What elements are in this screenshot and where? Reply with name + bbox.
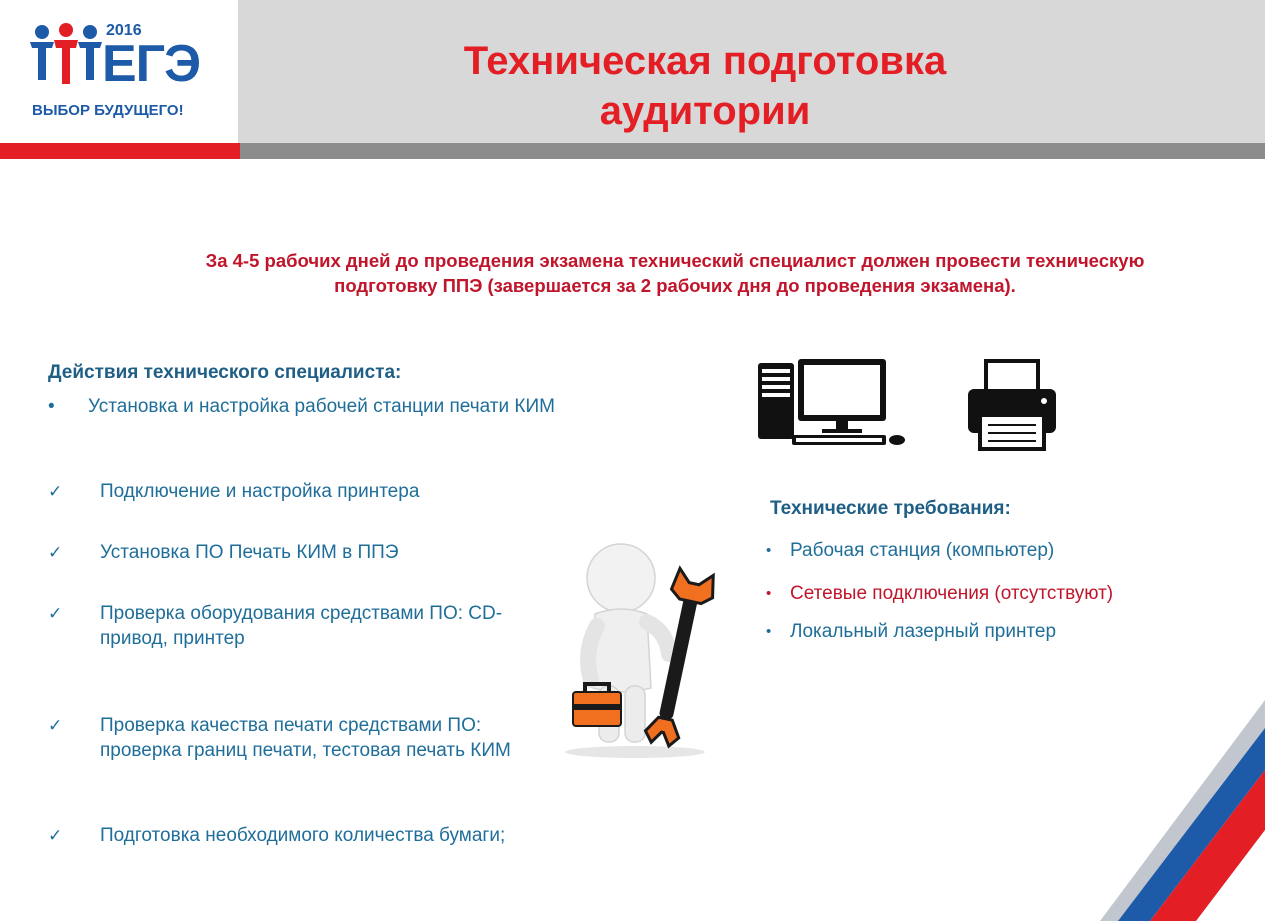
requirements-list-item [766,619,1226,644]
bullet-marker: • [48,396,55,417]
logo-tagline: ВЫБОР БУДУЩЕГО! [32,102,184,119]
intro-line1: За 4-5 рабочих дней до проведения экзамена технический специалист должен провести техническую [205,250,1145,271]
requirements-item-text: Рабочая станция (компьютер) [790,540,1055,561]
logo-name: ЕГЭ [102,35,201,93]
requirements-list-item [766,581,1226,606]
bullet-marker: • [766,623,772,640]
actions-list-item [48,713,568,763]
checkmark-icon: ✓ [48,543,63,562]
actions-item-text: Подготовка необходимого количества бумаги; [100,825,506,846]
checkmark-icon: ✓ [48,604,63,623]
slide-title-line1: Техническая подготовка [463,39,947,83]
person-with-wrench-icon [555,540,715,760]
intro-line2: подготовку ППЭ (завершается за 2 рабочих дня до проведения экзамена). [334,275,1016,296]
intro-text [120,248,1230,298]
header-red-strip [0,143,240,159]
slide-title-line2: аудитории [599,89,811,133]
requirements-item-text: Сетевые подключения (отсутствуют) [790,583,1114,604]
slide-title [280,36,1130,136]
logo-year: 2016 [106,22,142,39]
actions-list-item [48,601,568,651]
actions-item-text: Подключение и настройка принтера [100,481,420,502]
printer-icon [966,357,1058,455]
actions-item-text: Установка ПО Печать КИМ в ППЭ [100,542,399,563]
requirements-item-text: Локальный лазерный принтер [790,621,1057,642]
flag-stripes-icon [1100,700,1265,921]
checkmark-icon: ✓ [48,826,63,845]
ege-logo-figures-icon [30,22,102,88]
actions-list-item [48,394,568,419]
actions-list [48,394,568,846]
checkmark-icon: ✓ [48,482,63,501]
actions-item-text: Установка и настройка рабочей станции печати КИМ [88,396,555,417]
actions-list-item [48,479,568,504]
actions-list-item [48,540,568,565]
requirements-list-item [766,538,1226,563]
checkmark-icon: ✓ [48,716,63,735]
actions-list-item [48,823,568,848]
bullet-marker: • [766,542,772,559]
bullet-marker: • [766,585,772,602]
header-gray-strip [232,143,1265,159]
computer-icon [756,357,906,449]
requirements-title: Технические требования: [770,498,1011,519]
logo-box [0,0,238,146]
actions-item-text: Проверка качества печати средствами ПО: проверка границ печати, тестовая печать КИМ [100,715,511,761]
actions-item-text: Проверка оборудования средствами ПО: CD-привод, принтер [100,603,503,649]
actions-title: Действия технического специалиста: [48,362,402,383]
